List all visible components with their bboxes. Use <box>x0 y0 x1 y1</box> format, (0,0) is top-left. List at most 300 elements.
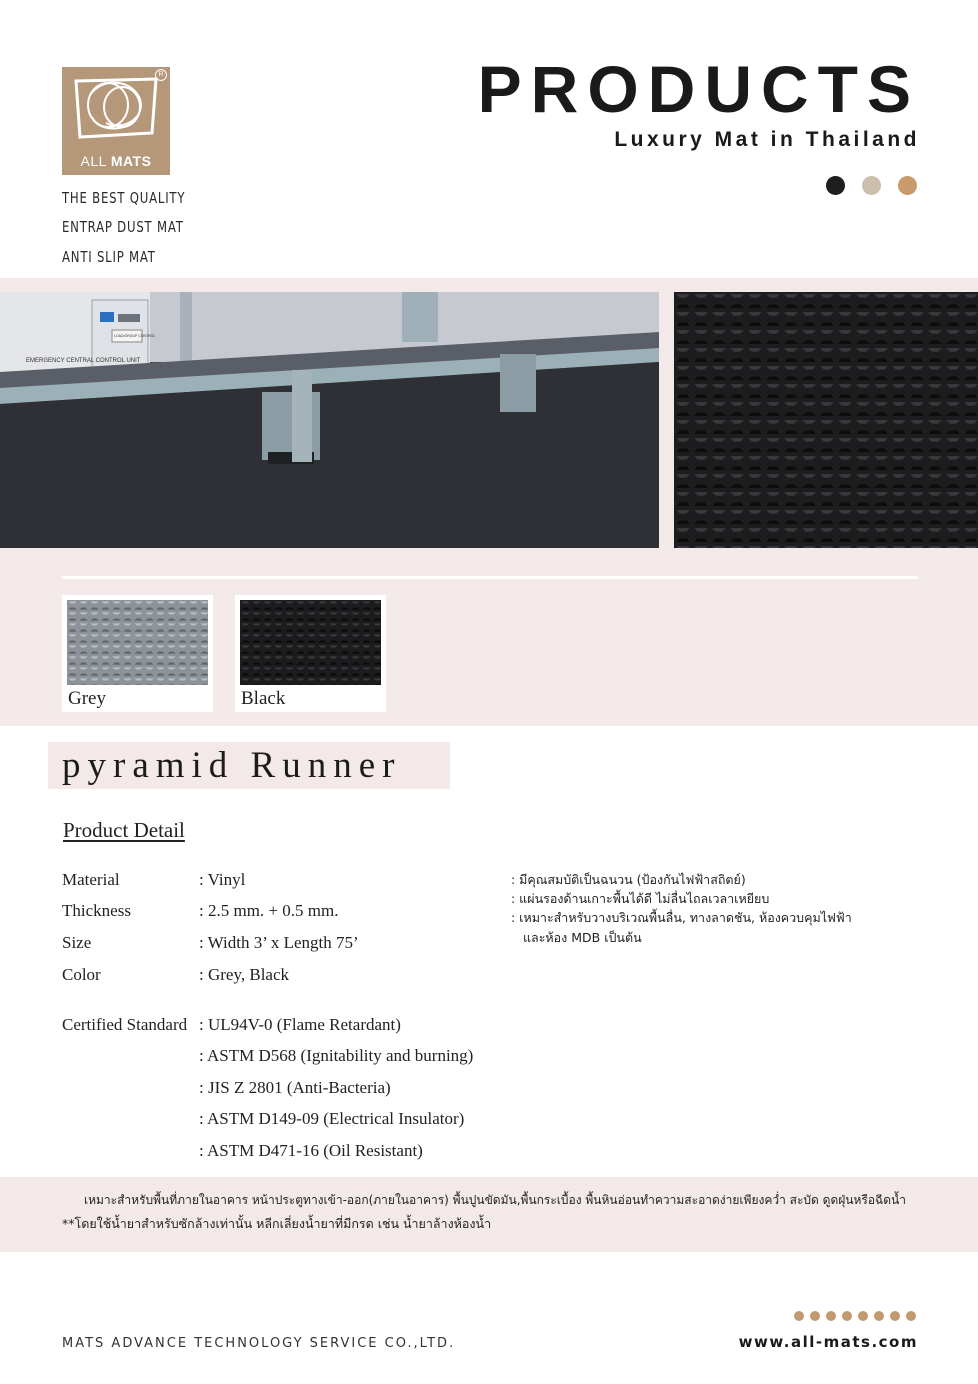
pyramid-cell <box>874 474 888 488</box>
pyramid-cell <box>694 348 708 362</box>
pyramid-cell <box>730 312 744 326</box>
pyramid-cell <box>928 330 942 344</box>
pyramid-cell <box>766 348 780 362</box>
pyramid-cell <box>101 612 109 620</box>
pyramid-cell <box>156 601 164 609</box>
pyramid-cell <box>156 656 164 664</box>
pyramid-cell <box>296 623 304 631</box>
pyramid-cell <box>856 528 870 542</box>
pyramid-cell <box>910 384 924 398</box>
pyramid-cell <box>90 678 98 685</box>
pyramid-cell <box>329 612 337 620</box>
pyramid-cell <box>263 667 271 675</box>
pyramid-cell <box>318 612 326 620</box>
pyramid-cell <box>964 438 978 452</box>
pyramid-cell <box>676 528 690 542</box>
pyramid-cell <box>676 420 690 434</box>
pyramid-cell <box>200 678 208 685</box>
pyramid-cell <box>820 456 834 470</box>
pyramid-cell <box>946 456 960 470</box>
pyramid-cell <box>263 612 271 620</box>
pyramid-cell <box>112 601 120 609</box>
pyramid-cell <box>712 510 726 524</box>
pyramid-cell <box>712 420 726 434</box>
pyramid-cell <box>892 474 906 488</box>
pyramid-cell <box>123 645 131 653</box>
thai-feature-3: : เหมาะสำหรับวางบริเวณพื้นลื่น, ทางลาดชัน, ห้องควบคุมไฟฟ้า <box>511 910 852 925</box>
pyramid-cell <box>241 601 249 609</box>
pyramid-cell <box>296 678 304 685</box>
thai-feature-2: : แผ่นรองด้านเกาะพื้นได้ดี ไม่ลื่นไถลเวลาเหยียบ <box>511 891 770 906</box>
pyramid-cell <box>362 623 370 631</box>
pyramid-cell <box>329 678 337 685</box>
pyramid-cell <box>838 456 852 470</box>
pyramid-cell <box>318 645 326 653</box>
pyramid-cell <box>748 366 762 380</box>
pyramid-cell <box>856 438 870 452</box>
pyramid-cell <box>156 645 164 653</box>
pyramid-cell <box>856 402 870 416</box>
pyramid-cell <box>145 678 153 685</box>
pyramid-cell <box>712 456 726 470</box>
pyramid-cell <box>167 612 175 620</box>
photo-unit-label: EMERGENCY CENTRAL CONTROL UNIT <box>26 358 141 364</box>
pyramid-cell <box>784 528 798 542</box>
pyramid-cell <box>820 366 834 380</box>
certified-value-4: : ASTM D149-09 (Electrical Insulator) <box>199 1109 465 1128</box>
pyramid-cell <box>307 634 315 642</box>
pyramid-cell <box>784 348 798 362</box>
pyramid-cell <box>748 294 762 308</box>
pyramid-cell <box>766 546 780 548</box>
pyramid-cell <box>90 645 98 653</box>
pyramid-cell <box>318 656 326 664</box>
pyramid-cell <box>200 656 208 664</box>
pyramid-cell <box>694 474 708 488</box>
pyramid-cell <box>802 420 816 434</box>
pyramid-cell <box>296 612 304 620</box>
pyramid-cell <box>748 492 762 506</box>
pyramid-cell <box>892 294 906 308</box>
pyramid-cell <box>730 438 744 452</box>
pyramid-cell <box>856 348 870 362</box>
pyramid-cell <box>802 546 816 548</box>
pyramid-cell <box>946 384 960 398</box>
pyramid-cell <box>285 623 293 631</box>
pyramid-cell <box>946 402 960 416</box>
footer-dot-3 <box>826 1311 836 1321</box>
pyramid-cell <box>112 645 120 653</box>
pyramid-cell <box>134 623 142 631</box>
pyramid-cell <box>892 348 906 362</box>
pyramid-cell <box>373 656 381 664</box>
pyramid-cell <box>329 645 337 653</box>
footer-dot-2 <box>810 1311 820 1321</box>
pyramid-cell <box>964 510 978 524</box>
pyramid-cell <box>676 474 690 488</box>
pyramid-cell <box>329 601 337 609</box>
pyramid-cell <box>964 474 978 488</box>
pyramid-cell <box>712 330 726 344</box>
pyramid-cell <box>167 678 175 685</box>
pyramid-cell <box>766 510 780 524</box>
pyramid-cell <box>318 667 326 675</box>
pyramid-cell <box>285 656 293 664</box>
pyramid-cell <box>134 656 142 664</box>
pyramid-cell <box>123 612 131 620</box>
certified-value-5: : ASTM D471-16 (Oil Resistant) <box>199 1141 423 1160</box>
pyramid-cell <box>838 312 852 326</box>
pyramid-cell <box>318 634 326 642</box>
pyramid-cell <box>874 420 888 434</box>
pyramid-cell <box>964 330 978 344</box>
pyramid-cell <box>928 492 942 506</box>
pyramid-cell <box>156 623 164 631</box>
spec-key-thickness: Thickness <box>62 901 131 920</box>
spec-key-material: Material <box>62 870 120 889</box>
pyramid-cell <box>874 384 888 398</box>
swatch-grey[interactable] <box>62 595 213 712</box>
pyramid-cell <box>928 312 942 326</box>
pyramid-cell <box>318 601 326 609</box>
pyramid-cell <box>112 634 120 642</box>
pyramid-cell <box>307 601 315 609</box>
installation-photo <box>0 292 659 548</box>
pyramid-cell <box>189 634 197 642</box>
pyramid-cell <box>964 312 978 326</box>
footer-dot-1 <box>794 1311 804 1321</box>
certified-key: Certified Standard <box>62 1015 188 1034</box>
pyramid-cell <box>373 678 381 685</box>
pyramid-cell <box>748 474 762 488</box>
product-detail-heading: Product Detail <box>63 818 185 842</box>
pyramid-cell <box>362 656 370 664</box>
pyramid-cell <box>820 294 834 308</box>
logo-word-mats: MATS <box>110 153 152 169</box>
pyramid-cell <box>802 474 816 488</box>
pyramid-cell <box>946 312 960 326</box>
pyramid-cell <box>263 678 271 685</box>
pyramid-cell <box>730 528 744 542</box>
pyramid-cell <box>145 634 153 642</box>
pyramid-cell <box>274 678 282 685</box>
pyramid-cell <box>820 510 834 524</box>
product-title: pyramid Runner <box>62 745 402 786</box>
swatch-black-label: Black <box>241 688 286 709</box>
pyramid-cell <box>101 634 109 642</box>
pyramid-cell <box>928 366 942 380</box>
pyramid-cell <box>167 656 175 664</box>
pyramid-cell <box>178 667 186 675</box>
pyramid-cell <box>676 312 690 326</box>
pyramid-cell <box>730 366 744 380</box>
pyramid-cell <box>241 623 249 631</box>
pyramid-cell <box>874 402 888 416</box>
pyramid-cell <box>90 656 98 664</box>
pyramid-cell <box>362 612 370 620</box>
pyramid-cell <box>820 330 834 344</box>
pyramid-cell <box>946 420 960 434</box>
pyramid-cell <box>694 528 708 542</box>
pyramid-cell <box>373 612 381 620</box>
pyramid-cell <box>101 623 109 631</box>
pyramid-cell <box>910 330 924 344</box>
pyramid-cell <box>856 312 870 326</box>
pyramid-cell <box>892 312 906 326</box>
pyramid-cell <box>351 612 359 620</box>
pyramid-cell <box>200 667 208 675</box>
pyramid-cell <box>274 667 282 675</box>
pyramid-cell <box>856 456 870 470</box>
pyramid-cell <box>200 634 208 642</box>
pyramid-cell <box>766 384 780 398</box>
pyramid-cell <box>946 366 960 380</box>
pyramid-cell <box>167 623 175 631</box>
pyramid-cell <box>178 634 186 642</box>
pyramid-cell <box>694 492 708 506</box>
pyramid-cell <box>766 456 780 470</box>
pyramid-cell <box>712 546 726 548</box>
thai-feature-1: : มีคุณสมบัติเป็นฉนวน (ป้องกันไฟฟ้าสถิตย์) <box>511 872 746 887</box>
pyramid-cell <box>856 330 870 344</box>
pyramid-cell <box>784 474 798 488</box>
pyramid-cell <box>373 623 381 631</box>
pyramid-cell <box>340 645 348 653</box>
pyramid-cell <box>296 634 304 642</box>
pyramid-cell <box>964 384 978 398</box>
pyramid-cell <box>802 456 816 470</box>
logo-wordmark <box>62 153 170 169</box>
pyramid-cell <box>748 330 762 344</box>
pyramid-cell <box>892 528 906 542</box>
pyramid-cell <box>784 366 798 380</box>
pyramid-cell <box>730 474 744 488</box>
pyramid-cell <box>874 330 888 344</box>
pyramid-cell <box>200 645 208 653</box>
pyramid-cell <box>351 623 359 631</box>
pyramid-cell <box>784 456 798 470</box>
pyramid-cell <box>748 348 762 362</box>
pyramid-cell <box>285 667 293 675</box>
pyramid-cell <box>189 678 197 685</box>
pyramid-cell <box>676 294 690 308</box>
website-link[interactable]: www.all-mats.com <box>738 1333 918 1351</box>
pyramid-cell <box>964 546 978 548</box>
pyramid-cell <box>694 366 708 380</box>
pyramid-cell <box>329 667 337 675</box>
pyramid-cell <box>820 528 834 542</box>
pyramid-cell <box>285 612 293 620</box>
footer-dot-7 <box>890 1311 900 1321</box>
pyramid-cell <box>784 438 798 452</box>
pyramid-cell <box>134 667 142 675</box>
pyramid-cell <box>178 656 186 664</box>
pyramid-cell <box>874 492 888 506</box>
pyramid-cell <box>145 656 153 664</box>
pyramid-cell <box>784 402 798 416</box>
pyramid-cell <box>189 601 197 609</box>
pyramid-cell <box>910 438 924 452</box>
pyramid-cell <box>964 456 978 470</box>
pyramid-cell <box>90 667 98 675</box>
pyramid-cell <box>784 492 798 506</box>
pyramid-cell <box>307 656 315 664</box>
pyramid-cell <box>156 678 164 685</box>
pyramid-cell <box>838 402 852 416</box>
pyramid-cell <box>101 678 109 685</box>
pyramid-cell <box>134 645 142 653</box>
pyramid-cell <box>167 634 175 642</box>
pyramid-cell <box>90 601 98 609</box>
pyramid-cell <box>178 612 186 620</box>
pyramid-cell <box>928 438 942 452</box>
pyramid-cell <box>351 656 359 664</box>
pyramid-cell <box>123 656 131 664</box>
pyramid-cell <box>910 294 924 308</box>
pyramid-cell <box>362 678 370 685</box>
pyramid-cell <box>892 492 906 506</box>
pyramid-cell <box>892 546 906 548</box>
pyramid-cell <box>285 678 293 685</box>
pyramid-cell <box>167 667 175 675</box>
pyramid-cell <box>946 348 960 362</box>
pyramid-cell <box>766 438 780 452</box>
swatch-black-texture <box>240 600 381 685</box>
pyramid-cell <box>241 656 249 664</box>
pyramid-cell <box>730 546 744 548</box>
color-dot-beige <box>862 176 881 195</box>
pyramid-cell <box>189 645 197 653</box>
pyramid-cell <box>318 623 326 631</box>
pyramid-cell <box>694 312 708 326</box>
pyramid-cell <box>178 645 186 653</box>
pyramid-cell <box>340 656 348 664</box>
pyramid-cell <box>856 294 870 308</box>
pyramid-cell <box>928 528 942 542</box>
pyramid-cell <box>676 492 690 506</box>
pyramid-cell <box>263 623 271 631</box>
pyramid-cell <box>964 348 978 362</box>
pyramid-cell <box>676 402 690 416</box>
pyramid-cell <box>946 510 960 524</box>
certified-value-2: : ASTM D568 (Ignitability and burning) <box>199 1046 474 1065</box>
pyramid-cell <box>274 601 282 609</box>
pyramid-cell <box>964 294 978 308</box>
pyramid-cell <box>307 667 315 675</box>
swatch-grey-label: Grey <box>68 688 106 709</box>
pyramid-cell <box>340 623 348 631</box>
pyramid-cell <box>928 348 942 362</box>
pyramid-cell <box>856 546 870 548</box>
pyramid-cell <box>145 601 153 609</box>
pyramid-cell <box>134 612 142 620</box>
pyramid-cell <box>101 667 109 675</box>
pyramid-cell <box>307 612 315 620</box>
pyramid-cell <box>964 402 978 416</box>
pyramid-cell <box>123 678 131 685</box>
brand-logo <box>62 67 170 175</box>
pyramid-cell <box>694 456 708 470</box>
pyramid-cell <box>910 402 924 416</box>
pyramid-cell <box>784 312 798 326</box>
pyramid-cell <box>252 623 260 631</box>
pyramid-cell <box>68 645 76 653</box>
pyramid-cell <box>189 667 197 675</box>
pyramid-cell <box>362 634 370 642</box>
pyramid-cell <box>946 492 960 506</box>
pyramid-cell <box>296 601 304 609</box>
pyramid-cell <box>964 366 978 380</box>
pyramid-cell <box>712 294 726 308</box>
pyramid-cell <box>784 384 798 398</box>
pyramid-cell <box>112 656 120 664</box>
pyramid-cell <box>838 348 852 362</box>
pyramid-cell <box>274 612 282 620</box>
pyramid-cell <box>123 667 131 675</box>
thai-feature-4: และห้อง MDB เป็นต้น <box>523 930 642 945</box>
color-dot-tan <box>898 176 917 195</box>
pyramid-cell <box>856 492 870 506</box>
pyramid-cell <box>820 474 834 488</box>
pyramid-cell <box>178 601 186 609</box>
pyramid-cell <box>373 667 381 675</box>
pyramid-cell <box>373 645 381 653</box>
pyramid-cell <box>351 601 359 609</box>
pyramid-cell <box>241 612 249 620</box>
pyramid-cell <box>79 623 87 631</box>
pyramid-cell <box>694 330 708 344</box>
swatch-black[interactable] <box>235 595 386 712</box>
pyramid-cell <box>838 474 852 488</box>
pyramid-cell <box>694 420 708 434</box>
pyramid-cell <box>694 546 708 548</box>
pyramid-cell <box>134 634 142 642</box>
pyramid-cell <box>712 438 726 452</box>
pyramid-cell <box>928 546 942 548</box>
pyramid-cell <box>928 294 942 308</box>
pyramid-cell <box>263 656 271 664</box>
pyramid-cell <box>79 645 87 653</box>
pyramid-cell <box>748 528 762 542</box>
pyramid-cell <box>712 384 726 398</box>
pyramid-cell <box>946 330 960 344</box>
pyramid-cell <box>178 678 186 685</box>
pyramid-cell <box>730 492 744 506</box>
pyramid-cell <box>946 474 960 488</box>
company-name: MATS ADVANCE TECHNOLOGY SERVICE CO.,LTD. <box>62 1336 456 1351</box>
pyramid-cell <box>928 456 942 470</box>
pyramid-cell <box>856 420 870 434</box>
pyramid-cell <box>156 634 164 642</box>
pyramid-cell <box>730 402 744 416</box>
pyramid-cell <box>892 366 906 380</box>
registered-mark: R <box>155 69 167 81</box>
pyramid-cell <box>694 294 708 308</box>
pyramid-cell <box>145 667 153 675</box>
pyramid-cell <box>820 492 834 506</box>
tagline-1: THE BEST QUALITY <box>62 189 186 207</box>
pyramid-cell <box>263 601 271 609</box>
pyramid-cell <box>838 330 852 344</box>
pyramid-cell <box>362 601 370 609</box>
pyramid-cell <box>910 510 924 524</box>
pyramid-cell <box>318 678 326 685</box>
pyramid-cell <box>730 456 744 470</box>
pyramid-cell <box>964 492 978 506</box>
pyramid-cell <box>910 528 924 542</box>
pyramid-cell <box>263 634 271 642</box>
page-subtitle: Luxury Mat in Thailand <box>614 128 920 151</box>
